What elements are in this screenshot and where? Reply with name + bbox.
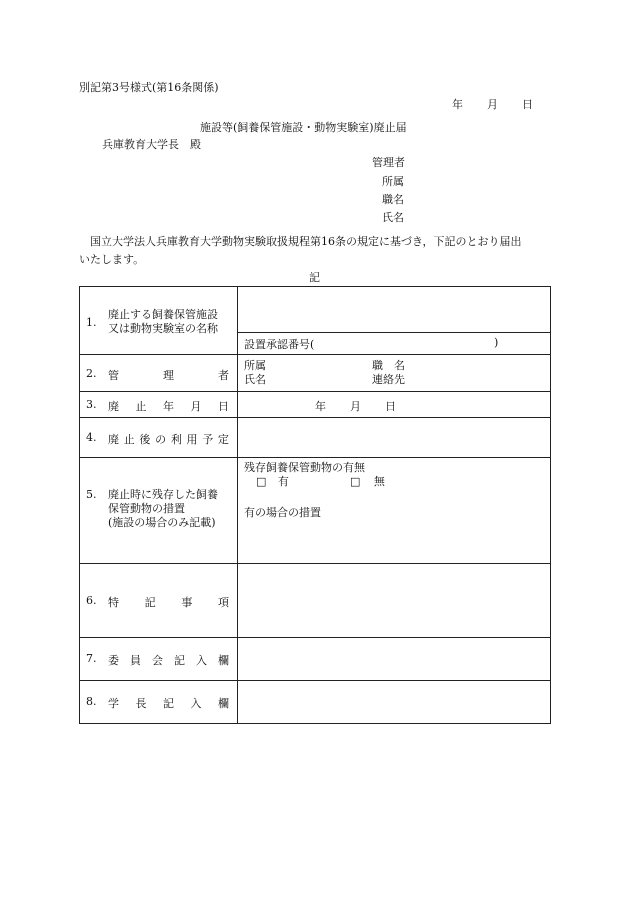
option-no[interactable]: □ 無	[350, 475, 385, 488]
president-entry-field[interactable]	[238, 681, 551, 724]
manager-name-label: 氏名	[244, 373, 266, 386]
facility-name-field[interactable]	[238, 287, 551, 333]
row2-label: 管 理 者	[108, 369, 229, 382]
table-row-facility-name	[80, 287, 551, 333]
row6-label: 特 記 事 項	[108, 596, 229, 609]
table-row-abolition-date	[80, 392, 551, 418]
date-month-label: 月	[487, 98, 498, 111]
checkbox-yes-icon[interactable]: □	[256, 475, 267, 488]
body-text-line1: 国立大学法人兵庫教育大学動物実験取扱規程第16条の規定に基づき，下記のとおり届出	[90, 235, 522, 248]
row2-number: 2.	[86, 367, 97, 380]
if-yes-measures-label: 有の場合の措置	[244, 506, 321, 519]
date-day-label: 日	[522, 98, 533, 111]
row5-label-line3: (施設の場合のみ記載)	[108, 516, 216, 529]
name-label: 氏名	[382, 211, 404, 224]
row8-label: 学 長 記 入 欄	[108, 697, 229, 710]
table-row-future-use	[80, 418, 551, 458]
row4-label: 廃 止 後 の 利 用 予 定	[108, 433, 229, 446]
remaining-animals-field	[238, 458, 551, 564]
remaining-animals-question: 残存飼養保管動物の有無	[244, 461, 365, 474]
document-title: 施設等(飼養保管施設・動物実験室)廃止届	[200, 121, 407, 134]
row1-label-line2: 又は動物実験室の名称	[108, 322, 218, 335]
table-row-remaining-animals	[80, 458, 551, 564]
row3-label-cell	[80, 392, 238, 418]
row4-label-cell	[80, 418, 238, 458]
approval-number-label: 設置承認番号(	[244, 337, 315, 351]
row4-number: 4.	[86, 431, 97, 444]
row7-label-cell	[80, 638, 238, 681]
manager-affiliation-label: 所属	[244, 359, 266, 372]
body-text-line2: いたします。	[79, 253, 145, 266]
special-notes-field[interactable]	[238, 564, 551, 638]
table-row-manager	[80, 355, 551, 392]
manager-label: 管理者	[372, 156, 405, 169]
approval-number-close-paren: )	[494, 335, 499, 349]
ki-heading: 記	[309, 271, 320, 284]
date-year-label: 年	[452, 98, 463, 111]
checkbox-no-icon[interactable]: □	[350, 475, 361, 488]
future-use-field[interactable]	[238, 418, 551, 458]
row7-number: 7.	[86, 652, 97, 665]
row5-label-line1: 廃止時に残存した飼養	[108, 488, 218, 501]
row7-label: 委 員 会 記 入 欄	[108, 654, 229, 667]
manager-position-label: 職 名	[372, 359, 405, 372]
approval-number-field[interactable]	[238, 333, 551, 355]
row5-label-cell	[80, 458, 238, 564]
committee-entry-field[interactable]	[238, 638, 551, 681]
row8-label-cell	[80, 681, 238, 724]
row3-label: 廃 止 年 月 日	[108, 400, 229, 413]
addressee: 兵庫教育大学長 殿	[102, 138, 201, 151]
row1-label-cell	[80, 287, 238, 355]
submission-date	[0, 98, 630, 112]
manager-contact-label: 連絡先	[372, 373, 405, 386]
abolition-date-month: 月	[350, 399, 361, 413]
row1-number: 1.	[86, 316, 97, 329]
option-yes[interactable]: □ 有	[256, 475, 289, 488]
table-row-committee	[80, 638, 551, 681]
position-label: 職名	[382, 193, 404, 206]
row8-number: 8.	[86, 695, 97, 708]
row3-number: 3.	[86, 398, 97, 411]
affiliation-label: 所属	[382, 175, 404, 188]
notification-form-table	[79, 286, 551, 724]
manager-info-field[interactable]	[238, 355, 551, 392]
row6-number: 6.	[86, 594, 97, 607]
abolition-date-year: 年	[315, 399, 326, 413]
row2-label-cell	[80, 355, 238, 392]
abolition-date-day: 日	[385, 399, 396, 413]
row6-label-cell	[80, 564, 238, 638]
row5-number: 5.	[86, 488, 97, 501]
row1-label-line1: 廃止する飼養保管施設	[108, 308, 218, 321]
abolition-date-field[interactable]	[238, 392, 551, 418]
table-row-president	[80, 681, 551, 724]
row5-label-line2: 保管動物の措置	[108, 502, 185, 515]
form-reference: 別記第3号様式(第16条関係)	[79, 81, 219, 94]
table-row-special-notes	[80, 564, 551, 638]
